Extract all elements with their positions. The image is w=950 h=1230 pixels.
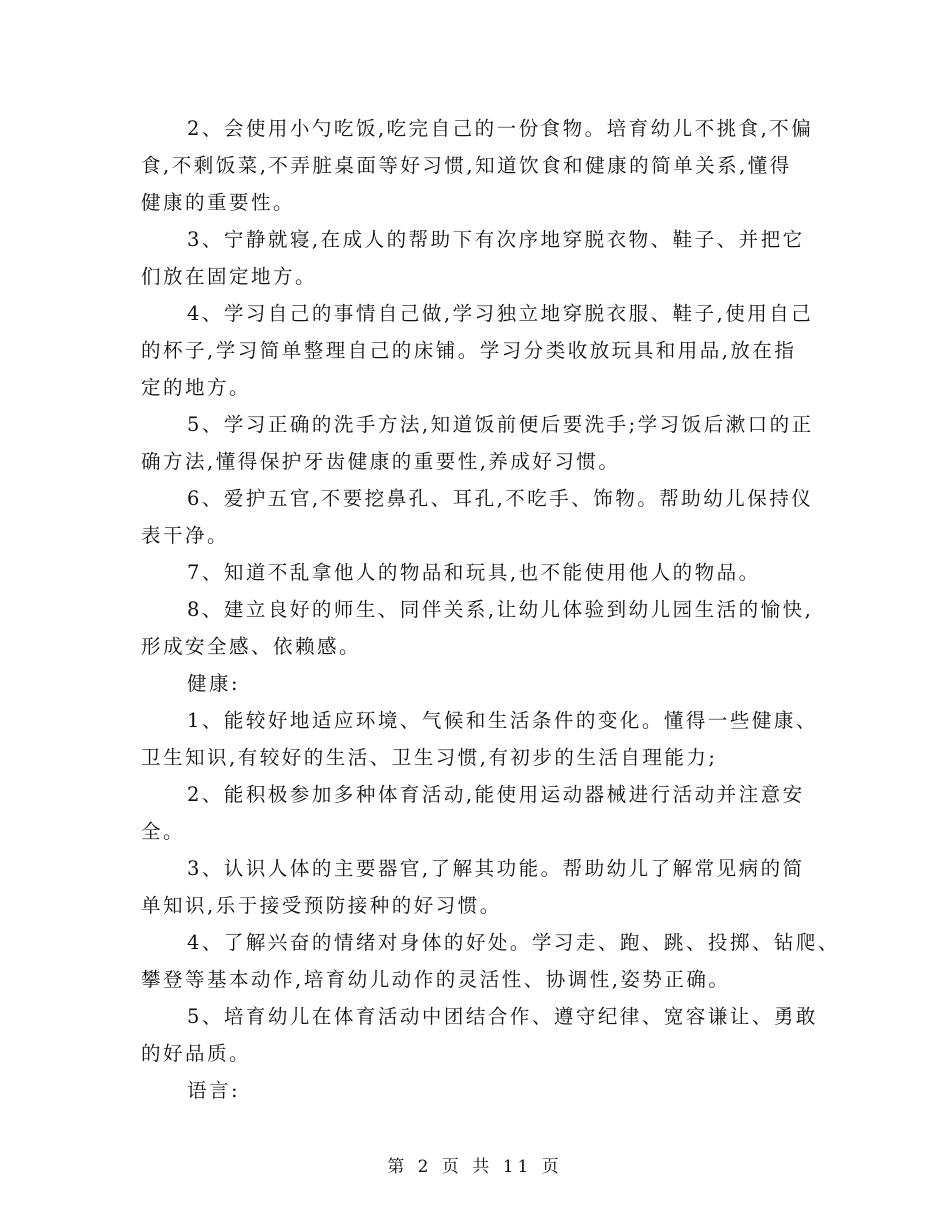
text-line: 6、爱护五官,不要挖鼻孔、耳孔,不吃手、饰物。帮助幼儿保持仪 [187, 487, 814, 510]
text-line: 卫生知识,有较好的生活、卫生习惯,有初步的生活自理能力; [141, 746, 718, 769]
text-line: 们放在固定地方。 [141, 265, 318, 288]
page-footer: 第 2 页 共 11 页 [387, 1157, 563, 1177]
text-line: 3、宁静就寝,在成人的帮助下有次序地穿脱衣物、鞋子、并把它 [187, 228, 805, 251]
text-line: 表干净。 [141, 524, 230, 547]
text-line: 单知识,乐于接受预防接种的好习惯。 [141, 894, 502, 917]
text-line: 语言: [187, 1079, 241, 1102]
text-line: 3、认识人体的主要器官,了解其功能。帮助幼儿了解常见病的简 [187, 857, 805, 880]
text-line: 攀登等基本动作,培育幼儿动作的灵活性、协调性,姿势正确。 [141, 968, 731, 991]
text-line: 全。 [141, 820, 186, 843]
text-line: 4、学习自己的事情自己做,学习独立地穿脱衣服、鞋子,使用自己 [187, 302, 814, 325]
text-line: 2、能积极参加多种体育活动,能使用运动器械进行活动并注意安 [187, 783, 805, 806]
body-text [141, 110, 840, 1109]
text-line: 健康的重要性。 [141, 191, 296, 214]
text-line: 的好品质。 [141, 1042, 252, 1065]
text-line: 健康: [187, 672, 241, 695]
text-line: 的杯子,学习简单整理自己的床铺。学习分类收放玩具和用品,放在指 [141, 339, 797, 362]
text-line: 定的地方。 [141, 376, 252, 399]
text-line: 7、知道不乱拿他人的物品和玩具,也不能使用他人的物品。 [187, 561, 761, 584]
text-line: 形成安全感、依赖感。 [141, 635, 362, 658]
text-line: 1、能较好地适应环境、气候和生活条件的变化。懂得一些健康、 [187, 709, 818, 732]
text-line: 5、培育幼儿在体育活动中团结合作、遵守纪律、宽容谦让、勇敢 [187, 1005, 818, 1028]
text-line: 确方法,懂得保护牙齿健康的重要性,养成好习惯。 [141, 450, 621, 473]
text-line: 5、学习正确的洗手方法,知道饭前便后要洗手;学习饭后漱口的正 [187, 413, 814, 436]
text-line: 2、会使用小勺吃饭,吃完自己的一份食物。培育幼儿不挑食,不偏 [187, 117, 814, 140]
text-line: 食,不剩饭菜,不弄脏桌面等好习惯,知道饮食和健康的简单关系,懂得 [141, 154, 792, 177]
text-line: 8、建立良好的师生、同伴关系,让幼儿体验到幼儿园生活的愉快, [187, 598, 814, 621]
text-line: 4、了解兴奋的情绪对身体的好处。学习走、跑、跳、投掷、钻爬、 [187, 931, 840, 954]
